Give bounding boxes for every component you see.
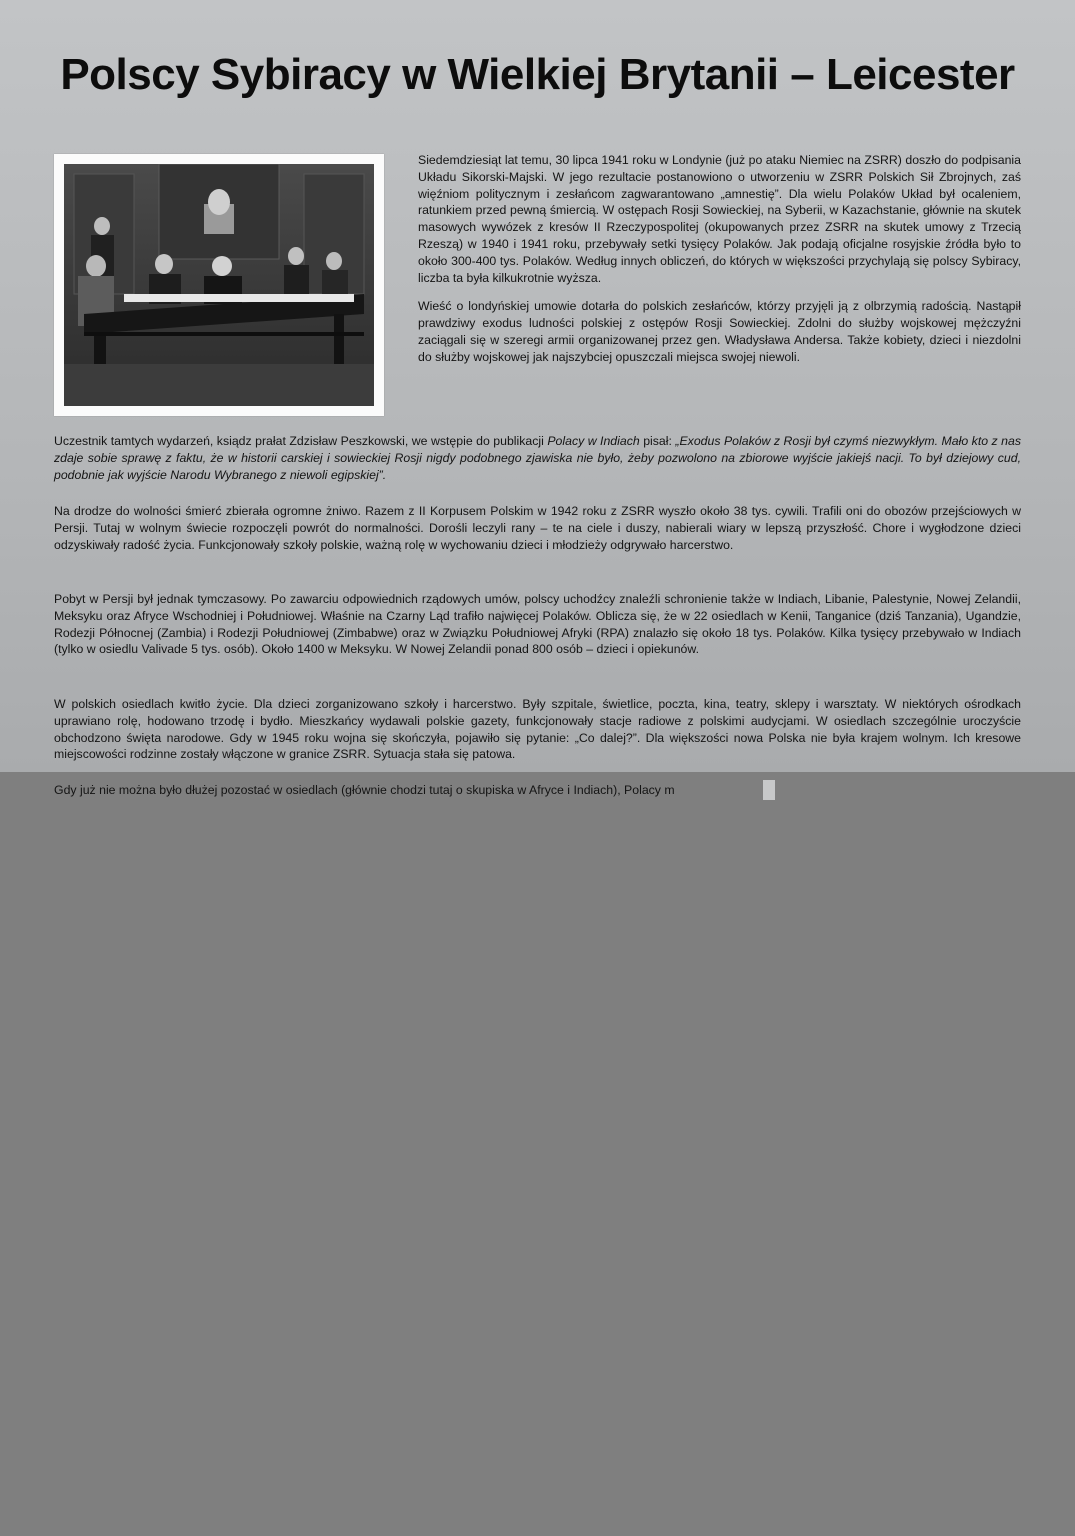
blank-grey-area [0,772,1075,1536]
page-title: Polscy Sybiracy w Wielkiej Brytanii – Leicester [60,50,1015,99]
intro-column [418,152,1021,366]
historical-photo-signing-icon [64,164,374,406]
paragraph-5: Pobyt w Persji był jednak tymczasowy. Po zawarciu odpowiednich rządowych umów, polscy uchodźcy znaleźli schronienie także w Indiach, Libanie, Palestynie, Nowej Zelandii, Meksyku oraz Afryce Wschodniej i Południowej. Właśnie na Czarny Ląd trafiło najwięcej Polaków. Oblicza się, że w 22 osiedlach w Kenii, Tanganice (dziś Tanzania), Ugandzie, Rodezji Północnej (Zambia) i Rodezji Południowej (Zimbabwe) oraz w Związku Południowej Afryki (RPA) znalazło się około 18 tys. Polaków. Kilka tysięcy przebywało w Indiach (tylko w osiedlu Valivade 5 tys. osób). Około 1400 w Meksyku. W Nowej Zelandii ponad 800 osób – dzieci i opiekunów. [54,592,1021,657]
paragraph-3 [54,433,1021,483]
publication-title: Polacy w Indiach [547,434,640,448]
render-cutoff-edge [763,780,775,800]
paragraph-3-text-c: pisał: [639,434,676,448]
paragraph-4: Na drodze do wolności śmierć zbierała ogromne żniwo. Razem z II Korpusem Polskim w 1942 roku z ZSRR wyszło około 38 tys. cywili. Trafili oni do obozów przejściowych w Persji. Tutaj w wolnym świecie rozpoczęli powrót do normalności. Dorośli leczyli rany – te na ciele i duszy, nabierali wiary w lepszą przyszłość. Chore i wygłodzone dzieci odzyskiwały radość życia. Funkcjonowały szkoły polskie, ważną rolę w wychowaniu dzieci i młodzieży odgrywało harcerstwo. [54,504,1021,552]
historical-photo [54,154,384,416]
paragraph-6: W polskich osiedlach kwitło życie. Dla dzieci zorganizowano szkoły i harcerstwo. Były szpitale, świetlice, poczta, kina, teatry, sklepy i warsztaty. W niektórych ośrodkach uprawiano rolę, hodowano trzodę i bydło. Mieszkańcy wydawali polskie gazety, funkcjonowały stacje radiowe z polskimi audycjami. W osiedlach szczególnie uroczyście obchodzono święta narodowe. Gdy w 1945 roku wojna się skończyła, pojawiło się pytanie: „Co dalej?”. Dla większości nowa Polska nie była krajem wolnym. Ich kresowe miejscowości rodzinne zostały włączone w granice ZSRR. Sytuacja stała się patowa. [54,697,1021,762]
paragraph-2: Wieść o londyńskiej umowie dotarła do polskich zesłańców, którzy przyjęli ją z olbrzymią radością. Nastąpił prawdziwy exodus ludności polskiej z ostępów Rosji Sowieckiej. Zdolni do służby wojskowej mężczyźni zaciągali się w szeregi armii organizowanej przez gen. Władysława Andersa. Także kobiety, dzieci i niezdolni do służby wojskowej jak najszybciej opuszczali miejsca swojej niewoli. [418,299,1021,364]
paragraph-7-truncated: Gdy już nie można było dłużej pozostać w osiedlach (głównie chodzi tutaj o skupiska w Afryce i Indiach), Polacy m [54,783,675,797]
paragraph-1: Siedemdziesiąt lat temu, 30 lipca 1941 roku w Londynie (już po ataku Niemiec na ZSRR) doszło do podpisania Układu Sikorski-Majski. W jego rezultacie postanowiono o utworzeniu w ZSRR Polskich Sił Zbrojnych, zaś więźniom politycznym i zesłańcom zagwarantowano „amnestię”. Dla wielu Polaków Układ był ocaleniem, ratunkiem przed pewną śmiercią. W ostępach Rosji Sowieckiej, na Syberii, w Kazachstanie, głównie na skutek masowych wywózek z kresów II Rzeczypospolitej (okupowanych przez ZSRR na skutek umowy z Trzecią Rzeszą) w 1940 i 1941 roku, przebywały setki tysięcy Polaków. Jak podają oficjalne rosyjskie źródła było to około 300-400 tys. Polaków. Według innych obliczeń, do których w większości przychylają się polscy Sybiracy, liczba ta była kilkukrotnie wyższa. [418,153,1021,285]
quotation: „Exodus Polaków z Rosji był czymś niezwykłym. Mało kto z nas zdaje sobie sprawę z faktu, że w historii carskiej i sowieckiej Rosji nigdy podobnego zjawiska nie było, żeby pozwolono na zbiorowe wyjście jakiejś nacji. To był dziejowy cud, podobnie jak wyjście Narodu Wybranego z niewoli egipskiej”. [54,434,1021,482]
paragraph-3-text-a: Uczestnik tamtych wydarzeń, ksiądz prałat Zdzisław Peszkowski, we wstępie do publikacji [54,434,548,448]
